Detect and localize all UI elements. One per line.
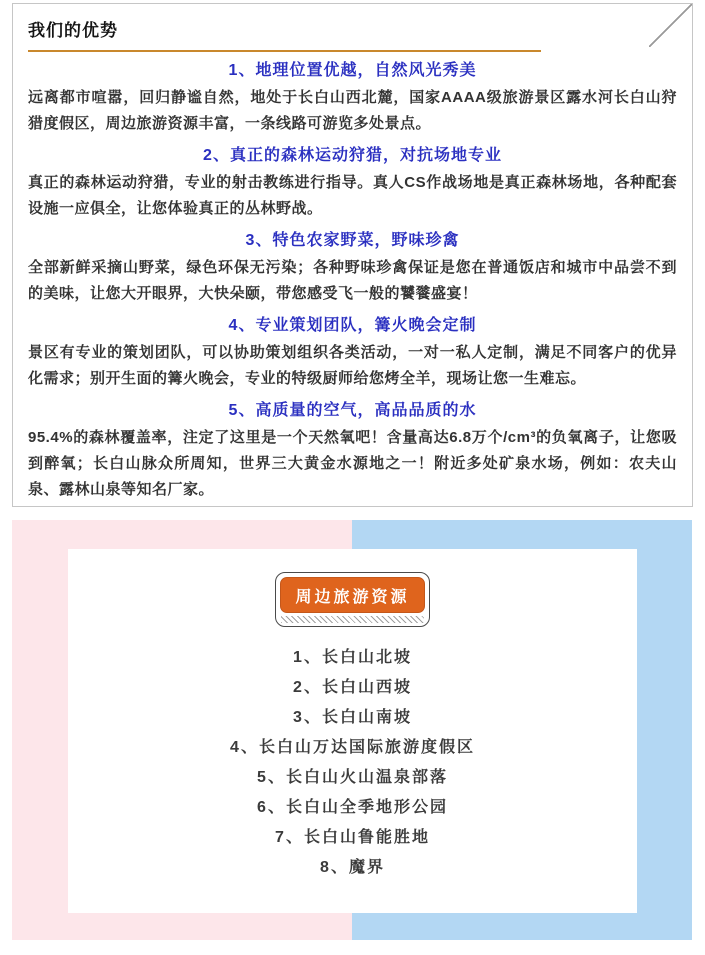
advantages-card bbox=[12, 3, 693, 507]
resource-list-item-2: 2、长白山西坡 bbox=[293, 679, 412, 696]
advantage-text-1: 远离都市喧嚣，回归静谧自然，地处于长白山西北麓，国家AAAA级旅游景区露水河长白山狩猎度假区，周边旅游资源丰富，一条线路可游览多处景点。 bbox=[28, 89, 677, 132]
advantage-text-4: 景区有专业的策划团队，可以协助策划组织各类活动，一对一私人定制，满足不同客户的优异化需求；别开生面的篝火晚会，专业的特级厨师给您烤全羊，现场让您一生难忘。 bbox=[28, 344, 677, 387]
advantage-heading-3: 3、特色农家野菜，野味珍禽 bbox=[245, 232, 460, 249]
advantage-heading-2: 2、真正的森林运动狩猎，对抗场地专业 bbox=[203, 147, 502, 164]
peripheral-resources-button-face[interactable]: 周边旅游资源 bbox=[280, 577, 425, 613]
advantage-heading-5: 5、高质量的空气，高品品质的水 bbox=[228, 402, 477, 419]
resource-list-item-3: 3、长白山南坡 bbox=[293, 709, 412, 726]
resource-list-item-7: 7、长白山鲁能胜地 bbox=[275, 829, 430, 846]
peripheral-resources-button[interactable] bbox=[275, 572, 430, 627]
resource-list-item-8: 8、魔界 bbox=[320, 859, 385, 876]
title-underline bbox=[28, 50, 541, 52]
page-title: 我们的优势 bbox=[28, 21, 118, 40]
advantage-heading-1: 1、地理位置优越，自然风光秀美 bbox=[228, 62, 477, 79]
advantages-sections bbox=[28, 61, 677, 503]
resource-list-item-6: 6、长白山全季地形公园 bbox=[257, 799, 448, 816]
advantage-text-5: 95.4%的森林覆盖率，注定了这里是一个天然氧吧！含量高达6.8万个/cm³的负氧离子，让您吸到醉氧；长白山脉众所周知，世界三大黄金水源地之一！附近多处矿泉水场，例如：农夫山泉、露林山泉等知名厂家。 bbox=[28, 429, 677, 498]
advantage-text-2: 真正的森林运动狩猎，专业的射击教练进行指导。真人CS作战场地是真正森林场地，各种配套设施一应俱全，让您体验真正的丛林野战。 bbox=[28, 174, 677, 217]
resource-list-item-5: 5、长白山火山温泉部落 bbox=[257, 769, 448, 786]
resource-list-item-4: 4、长白山万达国际旅游度假区 bbox=[230, 739, 475, 756]
resource-list bbox=[68, 643, 637, 883]
peripheral-resources-panel bbox=[12, 520, 692, 940]
advantage-text-3: 全部新鲜采摘山野菜，绿色环保无污染；各种野味珍禽保证是您在普通饭店和城市中品尝不到的美味，让您大开眼界，大快朵颐，带您感受飞一般的饕餮盛宴！ bbox=[28, 259, 677, 302]
peripheral-resources-inner bbox=[68, 549, 637, 913]
page-fold-corner-icon bbox=[649, 3, 693, 47]
resource-list-item-1: 1、长白山北坡 bbox=[293, 649, 412, 666]
advantage-heading-4: 4、专业策划团队，篝火晚会定制 bbox=[228, 317, 477, 334]
button-hatch-shadow bbox=[281, 616, 424, 623]
